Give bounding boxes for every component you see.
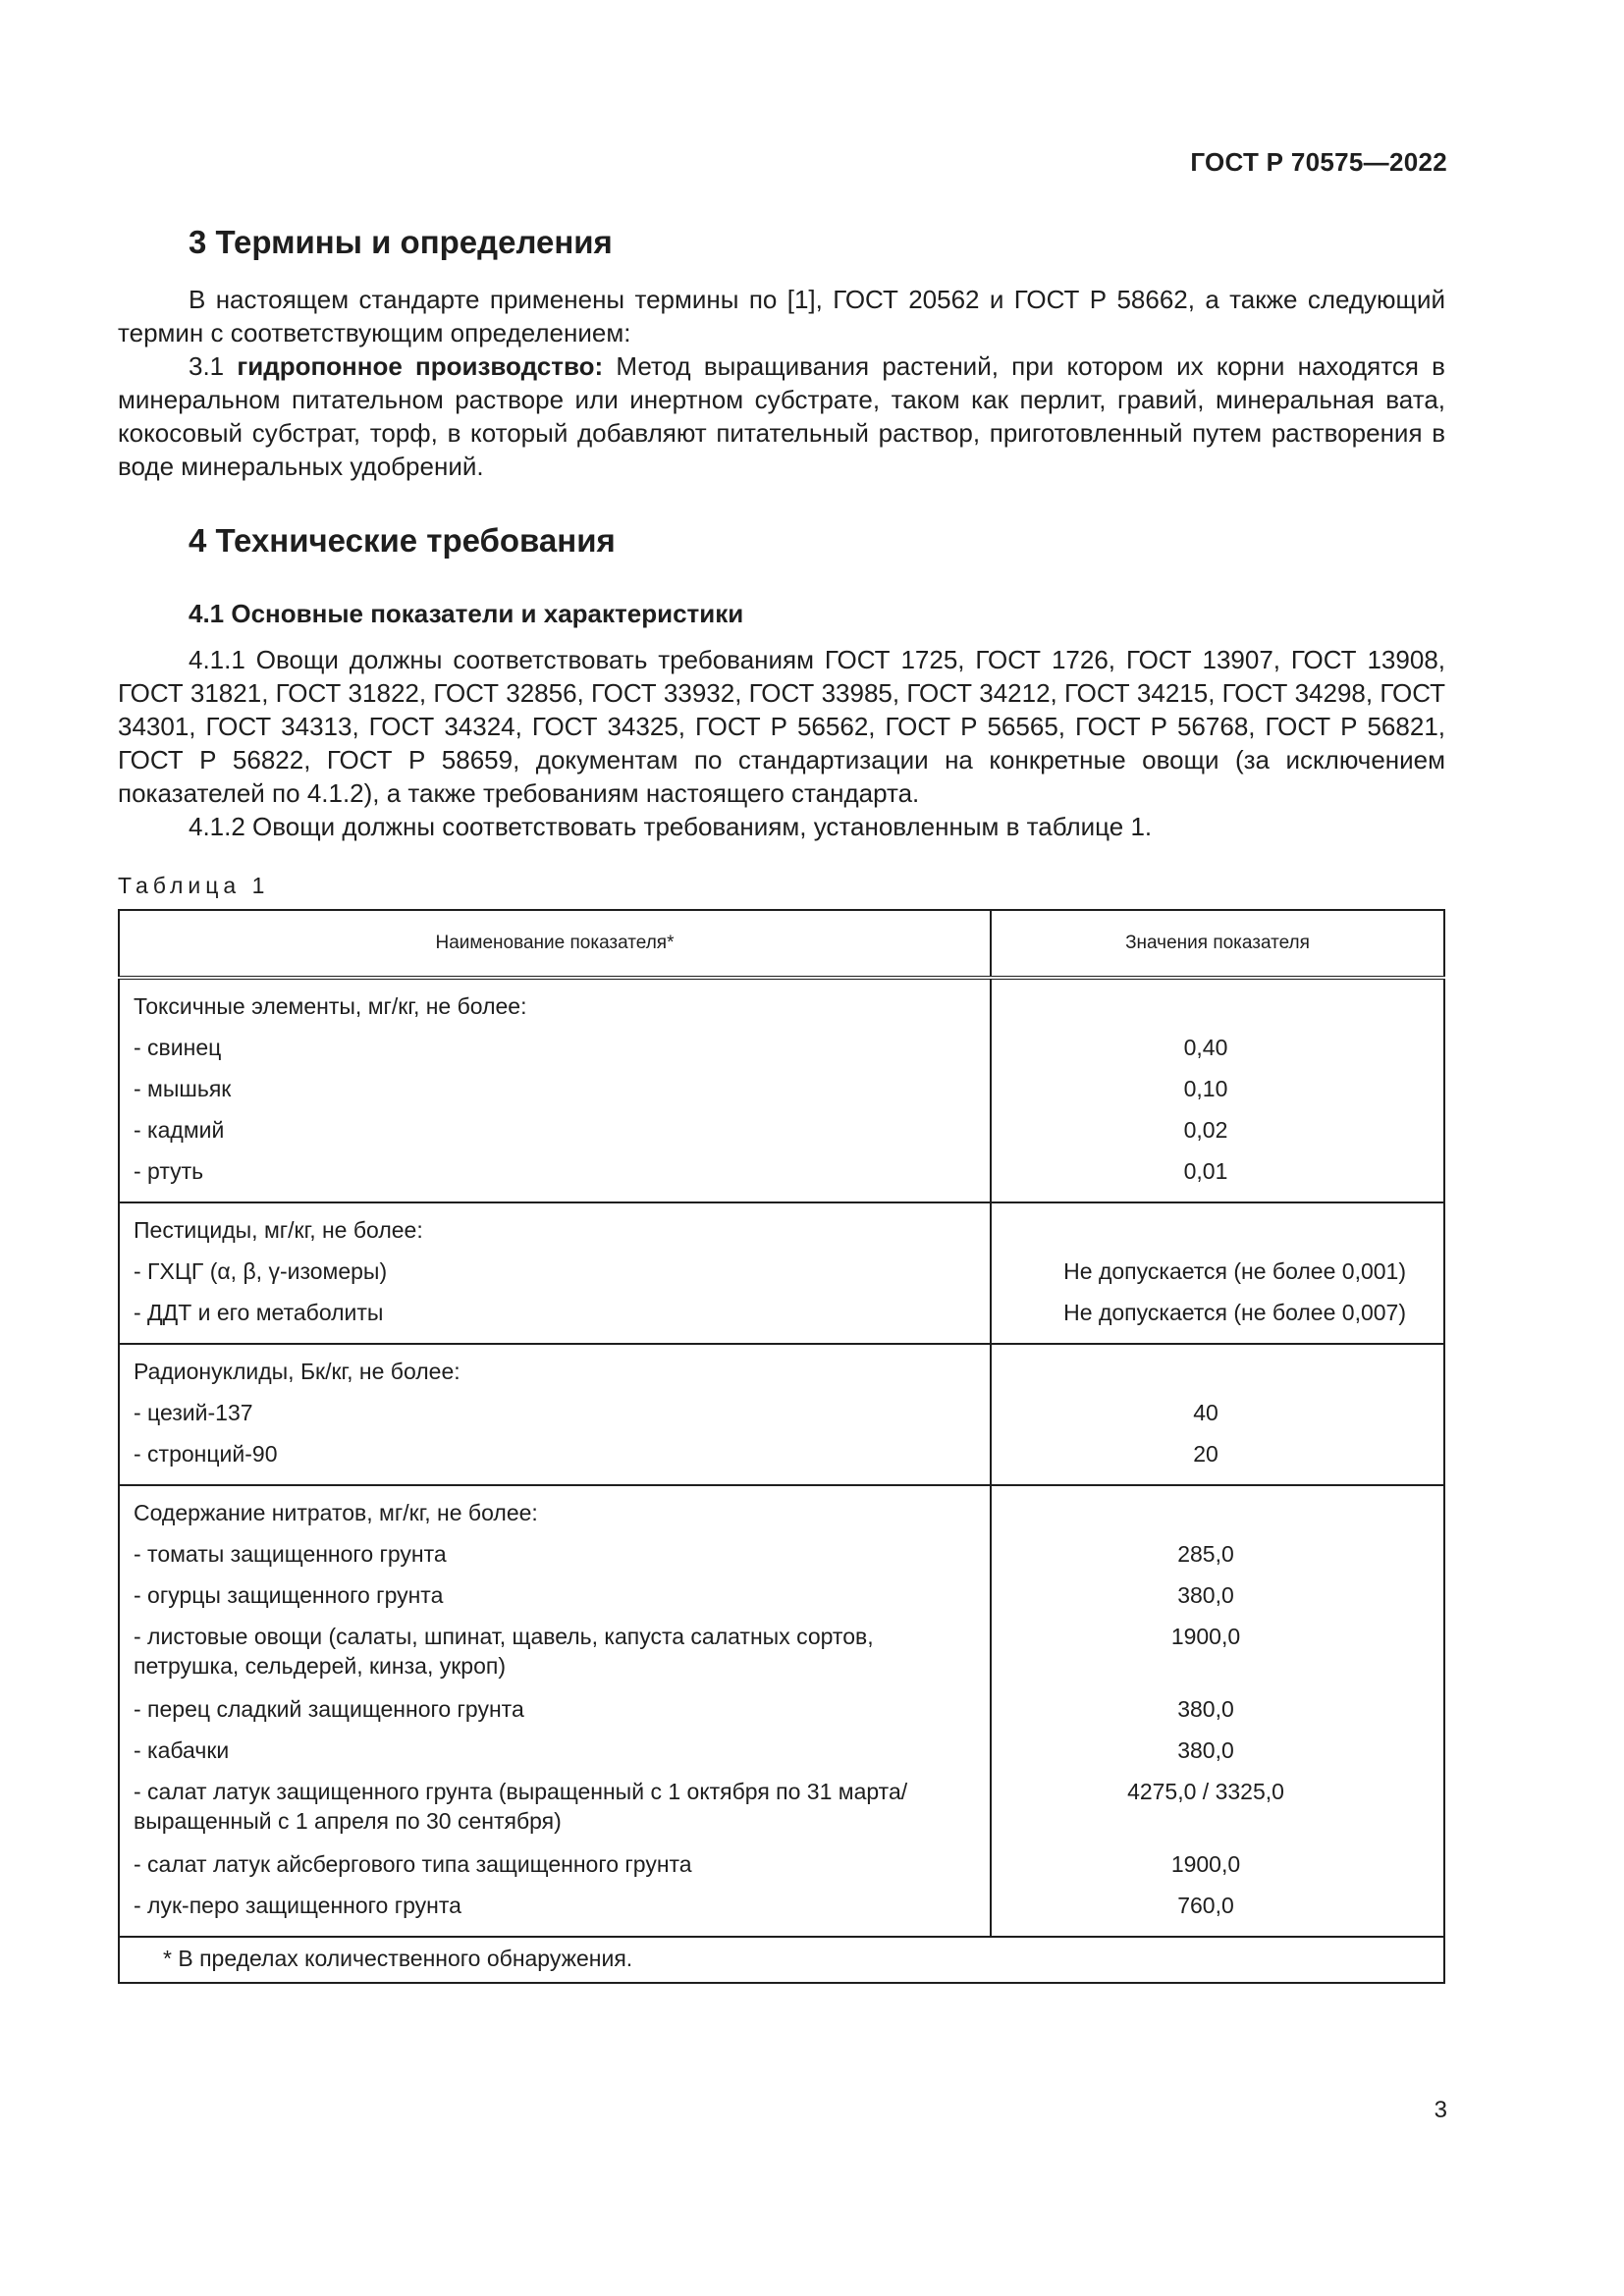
page-content	[118, 224, 1445, 1984]
group-title-spacer	[1005, 1209, 1406, 1251]
row-value: Не допускается (не более 0,007)	[1063, 1300, 1406, 1325]
column-header-value: Значения показателя	[991, 910, 1444, 978]
group-title-spacer	[1005, 986, 1406, 1027]
group-title-spacer	[1005, 1351, 1406, 1392]
row-value: 380,0	[1177, 1737, 1234, 1763]
paragraph-4-1-1: 4.1.1 Овощи должны соответствовать требованиям ГОСТ 1725, ГОСТ 1726, ГОСТ 13907, ГОСТ 13908, ГОСТ 31821, ГОСТ 31822, ГОСТ 32856, ГОСТ 33932, ГОСТ 33985, ГОСТ 34212, ГОСТ 34215, ГОСТ 34298, ГОСТ 34301, ГОСТ 34313, ГОСТ 34324, ГОСТ 34325, ГОСТ Р 56562, ГОСТ Р 56565, ГОСТ Р 56768, ГОСТ Р 56821, ГОСТ Р 56822, ГОСТ Р 58659, документам по стандартизации на конкретные овощи (за исключением показателей по 4.1.2), а также требованиям настоящего стандарта.	[118, 645, 1445, 808]
group-values-cell	[991, 1485, 1444, 1937]
row-name: - мышьяк	[134, 1076, 232, 1101]
table-footnote: * В пределах количественного обнаружения.	[119, 1937, 1444, 1983]
indicators-table	[118, 909, 1445, 1984]
group-names-cell	[119, 1344, 991, 1485]
row-name: - ГХЦГ (α, β, γ-изомеры)	[134, 1258, 388, 1284]
row-value: 20	[1193, 1441, 1218, 1467]
row-name: - свинец	[134, 1035, 222, 1060]
row-value: 4275,0 / 3325,0	[1127, 1779, 1284, 1804]
group-values-cell	[991, 1202, 1444, 1344]
row-name: - стронций-90	[134, 1441, 278, 1467]
row-name: - салат латук защищенного грунта (выращенный с 1 октября по 31 марта/ выращенный с 1 апреля по 30 сентября)	[134, 1779, 908, 1834]
group-title: Радионуклиды, Бк/кг, не более:	[134, 1359, 460, 1384]
row-name: - листовые овощи (салаты, шпинат, щавель, капуста салатных сортов, петрушка, сельдерей, кинза, укроп)	[134, 1624, 874, 1679]
column-header-name: Наименование показателя*	[119, 910, 991, 978]
group-names-cell	[119, 1202, 991, 1344]
term-number: 3.1	[189, 351, 225, 381]
table-header-row	[119, 910, 1444, 978]
row-name: - цезий-137	[134, 1400, 253, 1425]
row-value: 380,0	[1177, 1696, 1234, 1722]
table-group-radionuclides	[119, 1344, 1444, 1485]
group-names-cell	[119, 978, 991, 1202]
row-name: - ртуть	[134, 1158, 204, 1184]
row-name: - огурцы защищенного грунта	[134, 1582, 444, 1608]
group-title: Токсичные элементы, мг/кг, не более:	[134, 993, 527, 1019]
row-value: 1900,0	[1170, 1851, 1241, 1877]
row-value: 0,40	[1183, 1035, 1228, 1060]
row-name: - кадмий	[134, 1117, 225, 1143]
section-3-intro: В настоящем стандарте применены термины по [1], ГОСТ 20562 и ГОСТ Р 58662, а также следующий термин с соответствующим определением:	[118, 285, 1445, 347]
row-value: 0,01	[1183, 1158, 1228, 1184]
group-title: Пестициды, мг/кг, не более:	[134, 1217, 423, 1243]
group-values-cell	[991, 978, 1444, 1202]
group-names-cell	[119, 1485, 991, 1937]
group-values-cell	[991, 1344, 1444, 1485]
term-3-1	[118, 349, 1445, 483]
section-3-title: 3 Термины и определения	[189, 224, 613, 260]
row-name: - перец сладкий защищенного грунта	[134, 1696, 524, 1722]
table-caption: Таблица 1	[118, 873, 270, 898]
term-name: гидропонное производство:	[237, 351, 604, 381]
section-4-title: 4 Технические требования	[189, 522, 616, 559]
document-code: ГОСТ Р 70575—2022	[1190, 147, 1447, 177]
row-value: 285,0	[1177, 1541, 1234, 1567]
row-value: 0,02	[1183, 1117, 1228, 1143]
row-name: - томаты защищенного грунта	[134, 1541, 447, 1567]
page-number: 3	[1434, 2097, 1447, 2123]
group-title: Содержание нитратов, мг/кг, не более:	[134, 1500, 538, 1525]
term-definition: Метод выращивания растений, при котором их корни находятся в минеральном питательном растворе или инертном субстрате, таком как перлит, гравий, минеральная вата, кокосовый субстрат, торф, в который добавляют питательный раствор, приготовленный путем растворения в воде минеральных удобрений.	[118, 351, 1445, 481]
row-value: 1900,0	[1170, 1624, 1241, 1649]
row-value: 380,0	[1177, 1582, 1234, 1608]
subsection-4-1-title: 4.1 Основные показатели и характеристики	[189, 599, 744, 628]
table-footnote-row	[119, 1937, 1444, 1983]
row-value: 40	[1193, 1400, 1218, 1425]
row-name: - лук-перо защищенного грунта	[134, 1893, 461, 1918]
table-group-nitrates	[119, 1485, 1444, 1937]
row-value: Не допускается (не более 0,001)	[1063, 1258, 1406, 1284]
table-group-pesticides	[119, 1202, 1444, 1344]
row-value: 0,10	[1183, 1076, 1228, 1101]
row-name: - кабачки	[134, 1737, 230, 1763]
group-title-spacer	[1005, 1492, 1406, 1533]
table-group-toxic-elements	[119, 978, 1444, 1202]
row-name: - салат латук айсбергового типа защищенного грунта	[134, 1851, 692, 1877]
row-name: - ДДТ и его метаболиты	[134, 1300, 384, 1325]
row-value: 760,0	[1177, 1893, 1234, 1918]
paragraph-4-1-2: 4.1.2 Овощи должны соответствовать требованиям, установленным в таблице 1.	[189, 812, 1153, 841]
